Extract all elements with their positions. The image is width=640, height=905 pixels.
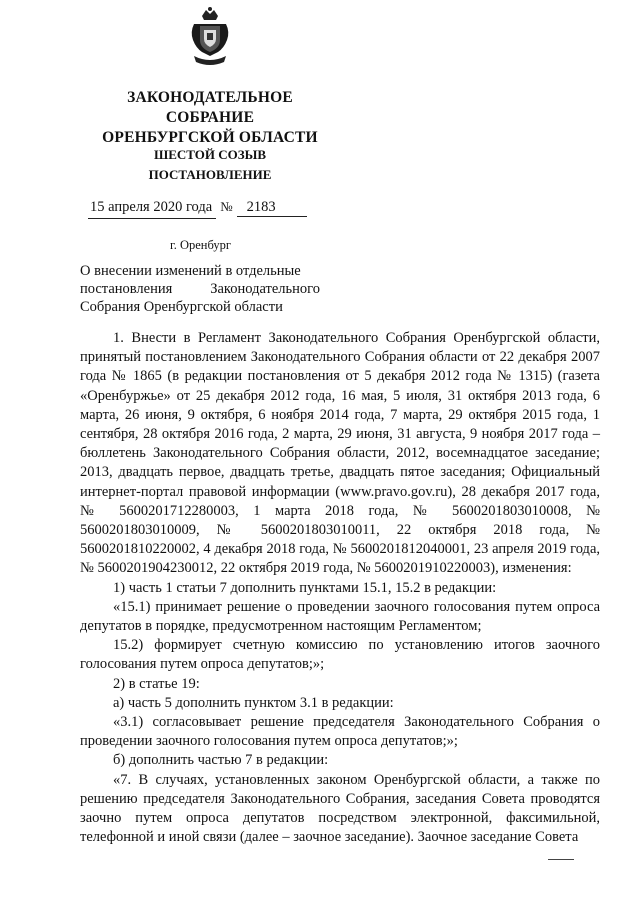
- convocation: ШЕСТОЙ СОЗЫВ: [153, 147, 267, 162]
- document-date: 15 апреля 2020 года: [90, 199, 213, 215]
- scan-dash-mark: [548, 859, 574, 860]
- document-body: [80, 329, 600, 847]
- document-type: ПОСТАНОВЛЕНИЕ: [148, 167, 272, 182]
- subject-line-2-a: постановления: [80, 281, 173, 297]
- organization-name: [60, 88, 360, 148]
- document-subject: [80, 262, 320, 316]
- org-line-3: ОРЕНБУРГСКОЙ ОБЛАСТИ: [102, 129, 318, 146]
- coat-of-arms-emblem: [188, 6, 232, 68]
- number-sign: №: [220, 199, 233, 214]
- subject-line-2-b: Законодательного: [210, 281, 320, 297]
- org-line-2: СОБРАНИЕ: [165, 109, 255, 126]
- paragraph-3: «15.1) принимает решение о проведении заочного голосования путем опроса депутатов в порядке, предусмотренном настоящим Регламентом;: [80, 598, 600, 635]
- paragraph-6: а) часть 5 дополнить пунктом 3.1 в редакции:: [113, 694, 394, 711]
- org-line-1: ЗАКОНОДАТЕЛЬНОЕ: [127, 89, 293, 106]
- date-underline: [88, 218, 216, 219]
- paragraph-1: 1. Внести в Регламент Законодательного Собрания Оренбургской области, принятый постановлением Законодательного Собрания области от 22 декабря 2007 года № 1865 (в редакции постановления от 5 декабря 2012 года № 1315) (газета «Оренбуржье» от 25 декабря 2012 года, 16 мая, 5 июля, 31 октября 2013 года, 6 марта, 26 июня, 9 октября, 6 ноября 2014 года, 7 марта, 29 октября 2015 года, 1 сентября, 28 октября 2016 года, 2 марта, 29 июня, 31 августа, 9 ноября 2017 года – бюллетень Законодательного Собрания области, 2012, восемнадцатое заседание; 2013, двадцать первое, двадцать третье, двадцать пятое заседания; Официальный интернет-портал правовой информации (www.pravo.gov.ru), 28 декабря 2017 года, № 5600201712280003, 1 марта 2018 года, № 5600201803010008, № 5600201803010009, № 5600201803010011, 22 октября 2018 года, № 5600201810220002, 4 декабря 2018 года, № 5600201812040001, 23 апреля 2019 года, № 5600201904230012, 22 октября 2019 года, № 5600201910220003), изменения:: [80, 330, 600, 577]
- paragraph-2: 1) часть 1 статьи 7 дополнить пунктами 15.1, 15.2 в редакции:: [113, 579, 497, 596]
- document-number: 2183: [237, 199, 307, 217]
- paragraph-8: б) дополнить частью 7 в редакции:: [113, 752, 329, 769]
- paragraph-9: «7. В случаях, установленных законом Оренбургской области, а также по решению председателя Законодательного Собрания, заседания Совета проводятся заочно путем опроса депутатов посредством электронной, факсимильной, телефонной и иной связи (далее – заочное заседание). Заочное заседание Совета: [80, 771, 600, 846]
- date-and-number: [90, 199, 307, 217]
- paragraph-5: 2) в статье 19:: [113, 675, 200, 692]
- subject-line-2: [80, 280, 320, 298]
- paragraph-4: 15.2) формирует счетную комиссию по установлению итогов заочного голосования путем опроса депутатов;»;: [80, 637, 600, 673]
- city: г. Оренбург: [170, 238, 231, 252]
- subject-line-1: О внесении изменений в отдельные: [80, 263, 301, 279]
- paragraph-7: «3.1) согласовывает решение председателя Законодательного Собрания о проведении заочного голосования путем опроса депутатов;»;: [80, 714, 600, 750]
- subject-line-3: Собрания Оренбургской области: [80, 299, 283, 315]
